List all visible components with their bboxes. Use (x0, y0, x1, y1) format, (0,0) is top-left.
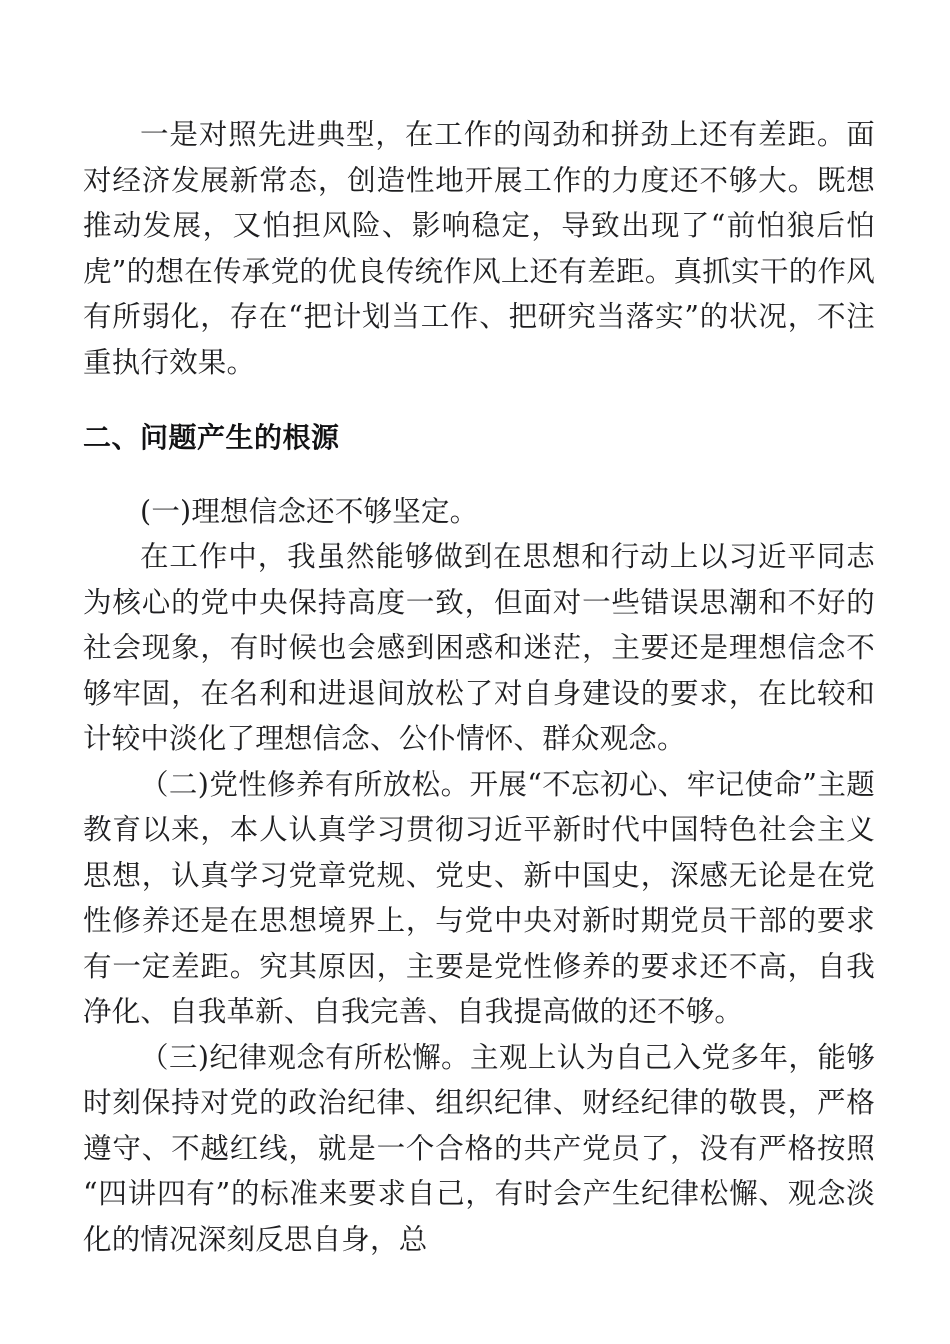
section-heading-root-causes: 二、问题产生的根源 (83, 421, 340, 454)
page-content (83, 112, 875, 1262)
section-heading-wrapper (83, 415, 875, 461)
paragraph-subsection-two: （二)党性修养有所放松。开展“不忘初心、牢记使命”主题教育以来，本人认真学习贯彻习近平新时代中国特色社会主义思想，认真学习党章党规、党史、新中国史，深感无论是在党性修养还是在思想境界上，与党中央对新时期党员干部的要求有一定差距。究其原因，主要是党性修养的要求还不高，自我净化、自我革新、自我完善、自我提高做的还不够。 (83, 767, 875, 1028)
paragraph-subsection-one-body: 在工作中，我虽然能够做到在思想和行动上以习近平同志为核心的党中央保持高度一致，但面对一些错误思潮和不好的社会现象，有时候也会感到困惑和迷茫，主要还是理想信念不够牢固，在名利和进退间放松了对自身建设的要求，在比较和计较中淡化了理想信念、公仆情怀、群众观念。 (83, 540, 875, 755)
paragraph-subsection-three: （三)纪律观念有所松懈。主观上认为自己入党多年，能够时刻保持对党的政治纪律、组织纪律、财经纪律的敬畏，严格遵守、不越红线，就是一个合格的共产党员了，没有严格按照“四讲四有”的标准来要求自己，有时会产生纪律松懈、观念淡化的情况深刻反思自身，总 (83, 1040, 875, 1256)
paragraph-subsection-one-title: (一)理想信念还不够坚定。 (140, 494, 479, 528)
paragraph-first-criticism: 一是对照先进典型，在工作的闯劲和拼劲上还有差距。面对经济发展新常态，创造性地开展工作的力度还不够大。既想推动发展，又怕担风险、影响稳定，导致出现了“前怕狼后怕虎”的想在传承党的优良传统作风上还有差距。真抓实干的作风有所弱化，存在“把计划当工作、把研究当落实”的状况，不注重执行效果。 (83, 118, 875, 379)
